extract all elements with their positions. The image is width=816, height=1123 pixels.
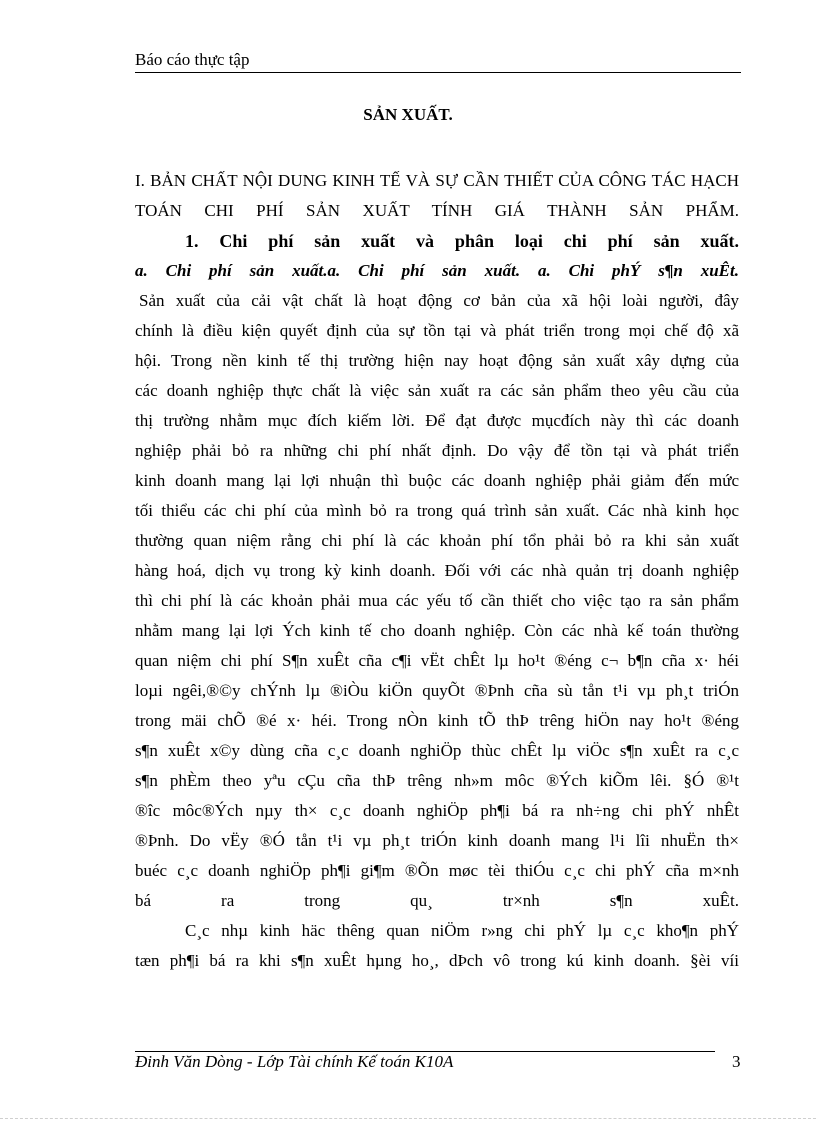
paragraph-line: s¶n xuÊt x©y dùng cña c¸c doanh nghiÖp thùc chÊt lµ viÖc s¶n xuÊt ra c¸c bbox=[135, 741, 739, 760]
footer-author: Đinh Văn Dòng - Lớp Tài chính Kế toán K10A bbox=[135, 1052, 454, 1071]
paragraph-line: nhằm mang lại lợi Ých kinh tế cho doanh nghiệp. Còn các nhà kế toán thường bbox=[135, 621, 739, 640]
paragraph-line: tối thiểu các chi phí của mình bỏ ra trong quá trình sản xuất. Các nhà kinh học bbox=[135, 501, 739, 520]
paragraph-line: buéc c¸c doanh nghiÖp ph¶i gi¶m ®Õn møc tèi thiÓu c¸c chi phÝ cña m×nh bbox=[135, 861, 739, 880]
subheading: 1. Chi phí sản xuất và phân loại chi phí sản xuất. bbox=[185, 231, 739, 251]
paragraph-line: bá ra trong qu¸ tr×nh s¶n xuÊt. bbox=[135, 891, 739, 910]
page-edge-divider bbox=[0, 1118, 816, 1119]
paragraph-line: kinh doanh mang lại lợi nhuận thì buộc các doanh nghiệp phải giảm đến mức bbox=[135, 471, 739, 490]
page-number: 3 bbox=[732, 1052, 741, 1071]
paragraph-line: ®Þnh. Do vËy ®Ó tån t¹i vµ ph¸t triÓn kinh doanh mang l¹i lîi nhuËn th× bbox=[135, 831, 739, 850]
paragraph-line: loµi ngêi,®©y chÝnh lµ ®iÒu kiÖn quyÕt ®Þnh cña sù tån t¹i vµ ph¸t triÓn bbox=[135, 681, 739, 700]
section-title: SẢN XUẤT. bbox=[363, 105, 453, 124]
paragraph-line: ®îc môc®Ých nµy th× c¸c doanh nghiÖp ph¶i bá ra nh÷ng chi phÝ nhÊt bbox=[135, 801, 739, 820]
paragraph-line: quan niệm chi phí S¶n xuÊt cña c¶i vËt chÊt lµ ho¹t ®éng c¬ b¶n cña x· héi bbox=[135, 651, 739, 670]
paragraph-line: thì chi phí là các khoản phải mua các yếu tố cần thiết cho việc tạo ra sản phẩm bbox=[135, 591, 739, 610]
paragraph-line: thị trường nhằm mục đích kiếm lời. Để đạt được mụcđích này thì các doanh bbox=[135, 411, 739, 430]
running-header: Báo cáo thực tập bbox=[135, 50, 741, 73]
paragraph-line: hội. Trong nền kinh tế thị trường hiện nay hoạt động sản xuất xây dựng của bbox=[135, 351, 739, 370]
paragraph-line: các doanh nghiệp thực chất là việc sản xuất ra các sản phẩm theo yêu cầu của bbox=[135, 381, 739, 400]
paragraph-line: Sản xuất của cải vật chất là hoạt động cơ bản của xã hội loài người, đây bbox=[139, 291, 739, 310]
heading-line: I. BẢN CHẤT NỘI DUNG KINH TẾ VÀ SỰ CẦN THIẾT CỦA CÔNG TÁC HẠCH bbox=[135, 171, 739, 190]
paragraph-line: thường quan niệm rằng chi phí là các khoản phí tổn phải bỏ ra khi sản xuất bbox=[135, 531, 739, 550]
paragraph-line: s¶n phÈm theo yªu cÇu cña thÞ trêng nh»m môc ®Ých kiÕm lêi. §Ó ®¹t bbox=[135, 771, 739, 790]
paragraph-line: nghiệp phải bỏ ra những chi phí nhất định. Do vậy để tồn tại và phát triển bbox=[135, 441, 739, 460]
paragraph-line: hàng hoá, dịch vụ trong kỳ kinh doanh. Đối với các nhà quản trị doanh nghiệp bbox=[135, 561, 739, 580]
sub-subheading: a. Chi phí sản xuất.a. Chi phí sản xuất. a. Chi phÝ s¶n xuÊt. bbox=[135, 261, 739, 280]
paragraph-line: trong mäi chÕ ®é x· héi. Trong nÒn kinh tÕ thÞ trêng hiÖn nay ho¹t ®éng bbox=[135, 711, 739, 730]
paragraph-line: C¸c nhµ kinh häc thêng quan niÖm r»ng chi phÝ lµ c¸c kho¶n phÝ bbox=[185, 921, 739, 940]
heading-line: TOÁN CHI PHÍ SẢN XUẤT TÍNH GIÁ THÀNH SẢN PHẨM. bbox=[135, 201, 739, 220]
paragraph-line: chính là điều kiện quyết định của sự tồn tại và phát triển trong mọi chế độ xã bbox=[135, 321, 739, 340]
paragraph-line: tæn ph¶i bá ra khi s¶n xuÊt hµng ho¸, dÞch vô trong kú kinh doanh. §èi víi bbox=[135, 951, 739, 970]
body-text bbox=[135, 166, 739, 976]
